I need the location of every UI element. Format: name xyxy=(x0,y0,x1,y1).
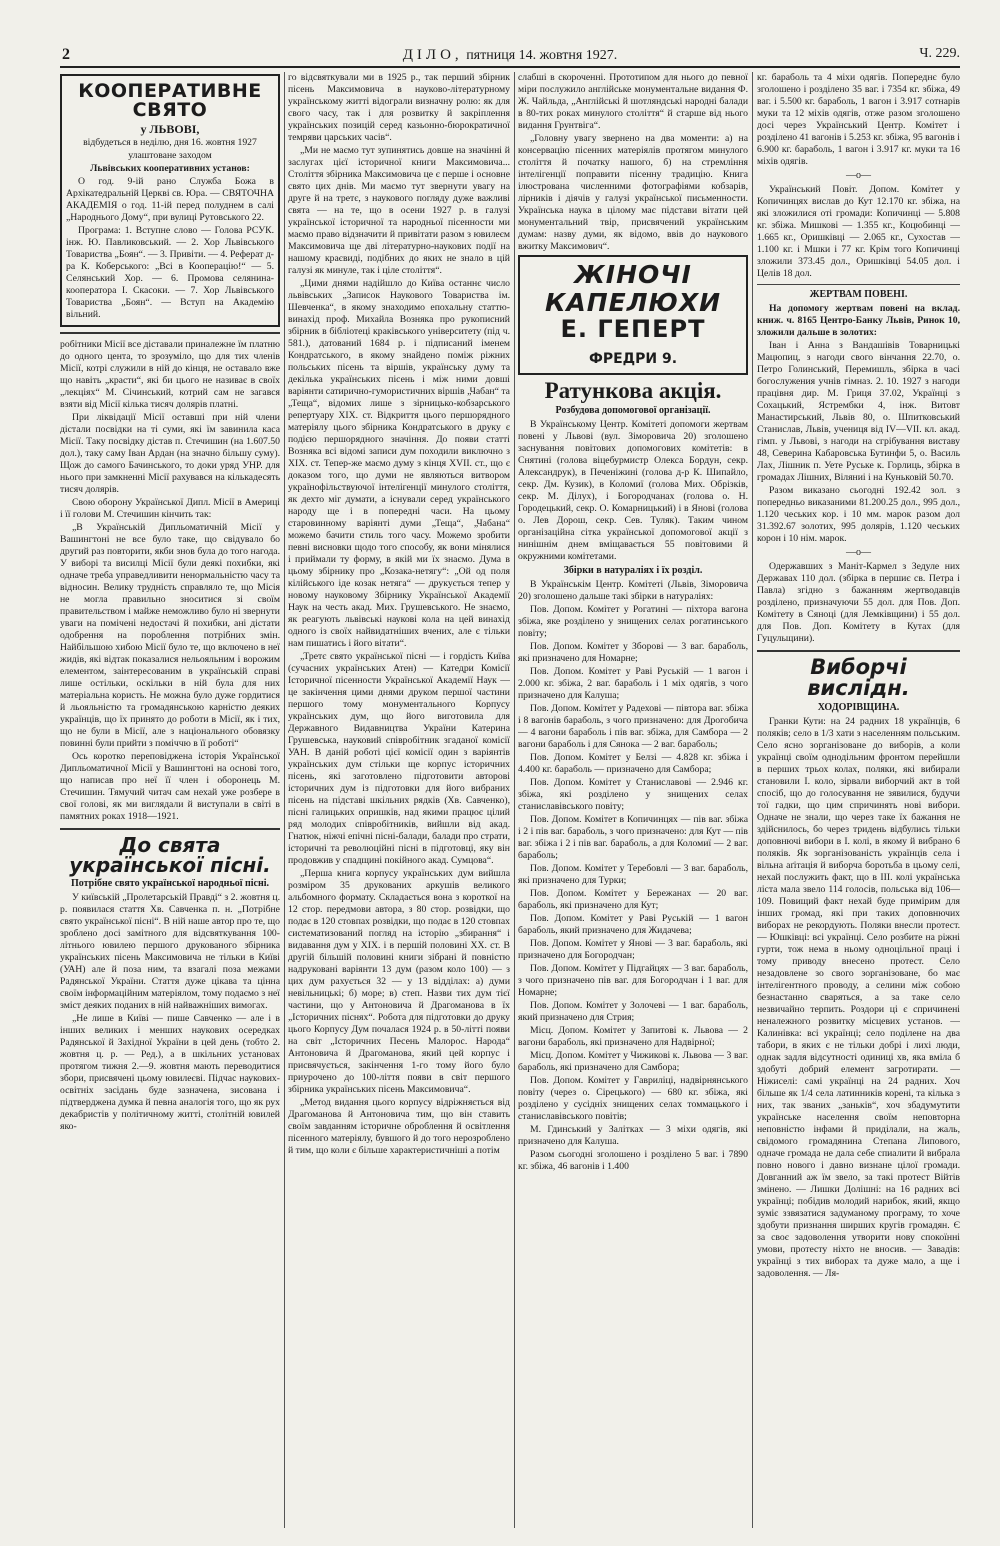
coop-program: Програма: 1. Вступне слово — Голова РСУК. інж. Ю. Павликовський. — 2. Хор Львівського Товариства „Боян“. — 3. Привіти. — 4. Реферат д-ра К. Коберського: „Всі в Кооперацію!“ — 5. Селянський Хор. — 6. Промова селянина-кооператора І. Скасоки. — 7. Хор Львівського Товариства „Боян“. — Вступ на Академію вільний. xyxy=(66,225,274,320)
article-paragraph: „Не лише в Київі — пише Савченко — але і в інших великих і менших наукових осередках Радянської й Західної України в цей день (тобто 2. жовтня ц. р. — Ред.), а в шкільних установах протягом тижня 2.—9. жовтня мають переводитися збори, присвячені цьому ювилеєві. Підчас наукових-освітніх засідань буде зазначена, зисована і підтверджена думка й певна аналогія того, що як рух декабристів у політичному житті, столітній ювилей яко- xyxy=(60,1013,280,1132)
coop-paragraph: О год. 9-ій рано Служба Божа в Архікатедральній Церкві св. Юра. — СВЯТОЧНА АКАДЕМІЯ о год. 11-ій перед полуднем в салі „Народнього Дому“, при вулиці Рутовського 22. xyxy=(66,176,274,223)
article-paragraph: При ліквідації Місії оставші при ній члени дістали посвідки на ті суми, які їм завинила каса Місії. Таку посвідку дістав п. Стечишин (на 1.607.50 дол.), таку саму Іван Ардан (на значно більшу суму). Щож до самого Бачинського, то доки уряд УНР. для нього при замкненні Місії рахувався на кількадесять тисяч долярів. xyxy=(60,412,280,495)
article-paragraph: На допомогу жертвам повені на вклад. книж. ч. 8165 Центро-Банку Львів, Ринок 10, зложили дальше в золотих: xyxy=(757,303,960,338)
hat-ad-name: Е. ГЕПЕРТ xyxy=(560,315,706,343)
divider xyxy=(757,284,960,285)
article-paragraph: В Українськім Центр. Комітеті (Львів, Зіморовича 20) зголошено дальше такі збірки в натураліях: xyxy=(518,578,748,602)
masthead xyxy=(60,42,960,68)
article-paragraph: го відсвяткували ми в 1925 р., так перший збірник пісень Максимовича в науково-літературному українському житті відограли визначну ролю: як для свого часу, так і для розвитку й закріплення українських позицій серед казьонно-бюрократичної темряви царських часів“. xyxy=(288,72,510,143)
song-festival-headline: До свята української пісні. xyxy=(69,833,271,877)
list-item: Пов. Допом. Комітет у Теребовлі — 3 ваг. бараболь, які призначено для Турки; xyxy=(518,862,748,886)
rescue-subheadline: Розбудова допомогової організації. xyxy=(555,404,711,416)
article-paragraph: Український Повіт. Допом. Комітет у Копичинцях вислав до Кут 12.170 кг. збіжа, на які зложилися оті громади: Копичинці — 5.808 кг. збіжа. Мишкові — 1.355 кг., Коцюбинці — 1.665 кг., Оришківці — 2.065 кг., Сухостав — 1.100 кг. і Мшки і 77 кг. Крім того Копичинці зложили 373.45 дол., Оришківці 54.05 дол. і Целів 18 дол. xyxy=(757,184,960,279)
list-item: Пов. Допом. Комітет у Белзі — 4.828 кг. збіжа і 4.400 кг. бараболь — призначено для Самбора; xyxy=(518,751,748,775)
coop-place: у ЛЬВОВІ, xyxy=(140,122,200,136)
list-item: Пов. Допом. Комітет в Копичинцях — пів ваг. збіжа і 2 і пів ваг. бараболь, з чого призначено: для Кут — пів ваг. збіжа і 2 і пів ваг. бараболь, а для Коломиї — 2 ваг. бараболь; xyxy=(518,813,748,861)
divider xyxy=(757,650,960,652)
coop-line-3: Львівських кооперативних установ: xyxy=(90,163,250,174)
section-separator: —о— xyxy=(846,547,871,558)
divider xyxy=(60,828,280,830)
coop-announcement-box xyxy=(60,74,280,327)
donations-subheadline: Збірки в натураліях і їх розділ. xyxy=(563,564,703,576)
article-paragraph: Ось коротко переповіджена історія Української Дипльоматичної Місії у Вашингтоні на основі того, що написав про неї її член і оборонець М. Стечишин. Тямучий читач сам нехай уже розбере в свої голові, як ми виглядали й виступали в світі в памятних роках 1918—1921. xyxy=(60,751,280,822)
list-item: Пов. Допом. Комітет у Раві Руській — 1 вагон і 2.000 кг. збіжа, 2 ваг. бараболь і 1 міх одягів, з чого призначено для Калуша; xyxy=(518,665,748,701)
election-region: ХОДОРІВЩИНА. xyxy=(817,702,900,713)
list-item: Пов. Допом. Комітет у Бережанах — 20 ваг. бараболь, які призначено для Кут; xyxy=(518,887,748,911)
article-paragraph: „Ми не маємо тут зупинятись довше на значінні й заслугах цієї історичної книги Максимовича... Століття збірника Максимовича це є перше і основне свято цих днів. Ми маємо тут звернути увагу на друге й на третє, з наукового погляду дуже важливі свята — на те, що в осени 1927 р. в галузі української історичної та народньої пісенности ми маємо право відзначити й привітати разом з ювилеєм Максимовича ще дві літературно-наукових події на нашому краєвиді, подібних до яких не знало в цій галузі як минуле, так і ціле століття“. xyxy=(288,145,510,276)
article-paragraph: робітники Місії все діставали приналежне їм платню до одного цента, то зрозуміло, що для тих членів Місії, котрі служили в ній до кінця, не оставало вже що навіть „красти“, які би цього не називає в своїх „лекціях“ М. Січинський, котрий сам не загався взяти від Місії кілька тисяч долярів платні. xyxy=(60,339,280,410)
article-paragraph: слабші в скороченні. Прототипом для нього до певної міри послужило англійське монументальне видання Ф. Ж. Чайльда, „Англійські й шотляндські народні балади в 80-тих роках минулого століття“ й старше від нього видання Грунтвіга“. xyxy=(518,72,748,131)
column-1 xyxy=(60,72,280,1528)
masthead-center xyxy=(60,47,960,64)
article-quote: „В Українській Дипльоматичній Місії у Вашингтоні не все було таке, що свідувало бо другий раз повторити, якби знов була до того нагода. У виборі та висилці Місії були деякі похибки, які одначе треба управедливити ненормальністю часу та відносин. Велику трудність справляло те, що Місія не могла правильно зноситися зі своїм правительством і майже неможливо було ні звернути уваги на помічені недостачі й похибки, ані дістати одобрення на пороблення потрібних змін. Найбільшою хибою Місії було те, що включено в неї жидів, які відтак показалися нельояльним і ворожим елементом, заінтересованим в українській справі лише остільки, оскільки в ній була для них матеріальна користь. Не можна було дуже гордитися й льояльністю та громадянською карністю деяких українців, що їх принято до роботи в Місії, як і тих, що не були в Місії, але з національного обовязку повинні були прийти з поміччю в її роботі“ xyxy=(60,522,280,749)
list-item: Пов. Допом. Комітет у Золочеві — 1 ваг. бараболь, який призначено для Стрия; xyxy=(518,999,748,1023)
list-item: Пов. Допом. Комітет у Раві Руській — 1 вагон бараболь, який призначено для Жидачева; xyxy=(518,912,748,936)
hat-ad-title: ЖІНОЧІ КАПЕЛЮХИ xyxy=(544,260,722,317)
list-item: Пов. Допом. Комітет у Зборові — 3 ваг. бараболь, які призначено для Номарне; xyxy=(518,640,748,664)
article-paragraph: „Головну увагу звернено на два моменти: а) на консервацію пісенних матеріялів протягом минулого століття й початку нашого, б) на стремління інтелігенції поправити пісенну традицію. Книга ілюстрована численними фотографіями кобзарів, лірників і діячів у галузі української письменности. Українська наука в цілому має підстави вітати цей монументальний твір, присвячений українським думам: назву думи, як відомо, ввів до наукового вжитку Максимович“. xyxy=(518,133,748,252)
column-divider xyxy=(752,72,753,1528)
list-item: Пов. Допом. Комітет у Янові — 3 ваг. бараболь, які призначено для Богородчан; xyxy=(518,937,748,961)
article-paragraph: Разом виказано сьогодні 192.42 зол. з попередньо виказаними 81.200.25 дол., 995 дол., 1.120 чеських кор. і 10 мм. марок разом дол 31.392.67 золотих, 995 долярів, 1.120 чеських корон і 10 нім. марок. xyxy=(757,485,960,544)
newspaper-title: ДІЛО, xyxy=(402,47,463,63)
list-item: Пов. Допом. Комітет у Гавриліці, надвірнянського повіту (через о. Сірецького) — 680 кг. збіжа, які розділено у сусідніх знищених селах томмацького і станиславівського повітів; xyxy=(518,1074,748,1122)
column-3 xyxy=(518,72,748,1528)
issue-date: пятниця 14. жовтня 1927. xyxy=(466,48,618,63)
article-paragraph: У київській „Пролетарській Правді“ з 2. жовтня ц. р. появилася стаття Хв. Савченка п. н. „Потрібне свято української пісні“. В ній наше автор про те, що зроблено досі замітного для відсвяткування 100-літнього ювилею першого друкованого збірника українських пісень Максимовича не тільки в Київі (УАН) але й поза ним, та взагалі поза межами Радянської України. Стаття дуже цікава та цінна своїм інформаційним матеріялом, тому подаємо з неї зміст деяких поданих в ній найважніших вимогах. xyxy=(60,892,280,1011)
hat-ad-brand xyxy=(522,316,744,369)
column-2 xyxy=(288,72,510,1528)
list-item: Місц. Допом. Комітет у Чижикові к. Львова — 3 ваг. бараболь, які призначено для Самбора; xyxy=(518,1049,748,1073)
rescue-headline: Ратункова акція. xyxy=(544,377,722,403)
article-paragraph: кг. бараболь та 4 міхи одягів. Попереднє було зголошено і розділено 35 ваг. і 7354 кг. збіжа, 49 ваг. і 5.500 кг. бараболь, 1 вагон і 3.917 сотнарів муки та 12 міхів одягів, отже разом зголошено досі через Український Центр. Комітет і розділено 41 вагонів і 5.253 кг. збіжа, 95 вагонів і 6.900 кг. бараболь, 1 вагон і 3.917 кг. муки та 16 міхів одягів. xyxy=(757,72,960,167)
column-4 xyxy=(757,72,960,1528)
list-item: Пов. Допом. Комітет у Рогатині — піхтора вагона збіжа, яке розділено у знищених селах рогатинського повіту; xyxy=(518,603,748,639)
article-paragraph: Свою оборону Української Дипл. Місії в Америці і її голови М. Стечишин кінчить так: xyxy=(60,497,280,520)
list-item: Місц. Допом. Комітет у Запитові к. Львова — 2 вагони бараболь, які призначено для Надвірної; xyxy=(518,1024,748,1048)
list-item: Пов. Допом. Комітет у Станиславові — 2.946 кг. збіжа, які розділено у знищених селах станиславівського повіту; xyxy=(518,776,748,812)
article-paragraph: „Третє свято української пісні — і гордість Київа (сучасних українських Атен) — Катедри Комісії Історичної пісенности Української Академії Наук — це закінчення цими днями друком першої частини першого тому монументального Корпусу українських дум, що його виготовила для Державного Видавництва України Катерина Грушевська, науковий співробітник згаданої комісії УАН. В даній роботі цієї комісії один з варіянтів українських дум стільки ще корпус історичних пісень, які заготовлено підготовити авторові історичних дум із підготовки для його вибраних пісень на підставі шкільних рядків (Хв. Савченко), пісні галицьких опришків, над якими працює цілий ряд молодих співробітників, вийшли від акад. Гнатюк, ніжчі епічні пісні-балади, балади про страти, історичні та революційні пісні в підготовці, яку він продовжив у спадщині покійного акад. Сумцова“. xyxy=(288,651,510,866)
column-divider xyxy=(284,72,285,1528)
column-divider xyxy=(514,72,515,1528)
article-paragraph: „Метод видання цього корпусу відріжняється від Драгоманова й Антоновича тим, що він ставить своїм завданням історичне оброблення й освітлення пісенного матеріялу, бувшого й до того нерозроблено й тим, що коли є більше характеристичніші а потім xyxy=(288,1097,510,1156)
hat-ad-address: ФРЕДРИ 9. xyxy=(588,351,678,368)
list-item: Пов. Допом. Комітет у Радехові — півтора ваг. збіжа і 8 вагонів бараболь, з чого призначено: для Дрогобича — 4 вагони бараболь і пів ваг. збіжа, для Самбора — 2 вагони бараболь і для Сянока — 2 ваг. бараболь; xyxy=(518,702,748,750)
coop-line-1: відбудеться в неділю, дня 16. жовтня 1927 xyxy=(83,137,257,148)
article-paragraph: В Українському Центр. Комітеті допомоги жертвам повені у Львові (вул. Зіморовича 20) зголошено заснування повітових допомогових комітетів: в Снятині (голова віцебурмистр Олекса Бордун, секр. Александрук), в Печеніжині (голова д-р К. Шипайло, секр. Дм. Кузик), в Коломиї (голова Мих. Обрізків, секр. М. Ділух), і Богородчанах (голова о. Н. Городецький, секр. О. Комарницький) і в Янові (голова о. Лев Дорош, секр. Сев. Туляк). Таким чином організаційна сітка української допомогової акції з нинішнім днем вміщавається 55 повітовими й окружними комітетами. xyxy=(518,418,748,562)
article-paragraph: „Перша книга корпусу українських дум вийшла розміром 35 друкованих аркушів великого альбомного формату. Складається вона з короткої на 12 стор. передмови автора, з 80 стор. розвідки, що подає в 120 стовпах розвідки, що подає в 120 стовпах систематизований погляд на історію „збирання“ і видавання дум у XIX. і в першій половині XX. ст. В другій більшій половині книги зібрані й повністю надруковані варіянти 13 дум (разом коло 100) — з цих дум рахується 32 — у 13 відділах: а) думи невільницькі; б) море; в) степ. Назви тих дум тієї частини, що у Антоновича й Драгоманова в їх „Історичних піснях“. Робота для підготовки до друку цього Корпусу Дум почалася 1924 р. в 50-літті появи на світ „Історичних Песень Малорос. Народа“ Антоновича й Драгоманова, який цей корпус і присвячується, закінчення 1-го тому його було приурочено до 100-ліття появи в світ першого збірника українських пісень Максимовича“. xyxy=(288,868,510,1095)
section-separator: —о— xyxy=(846,170,871,181)
election-results-headline: Виборчі вислідн. xyxy=(807,655,910,700)
hat-advertisement xyxy=(518,255,748,375)
list-item: Пов. Допом. Комітет у Підгайцях — 3 ваг. бараболь, з чого призначено пів ваг. для Богородчан і 1 ваг. для Номарне; xyxy=(518,962,748,998)
song-festival-subheadline: Потрібне свято української народньої пісні. xyxy=(70,878,270,889)
issue-number: Ч. 229. xyxy=(919,46,960,61)
list-item: М. Гдинський у Залітках — 3 міхи одягів, які призначено для Калуша. xyxy=(518,1123,748,1147)
article-paragraph: Одержавших з Маніт-Кармел з Зедуле них Державах 110 дол. (збірка в першиє св. Петра і Павла) згідно з бажанням жертводавців розділено, призначуючи 55 дол. для Пов. Доп. Комітету в Сяноці (для Лемківщини) і 55 дол. для Пов. Доп. Комітету в Кутах (для Гуцульщини). xyxy=(757,561,960,644)
article-paragraph: Разом сьогодні зголошено і розділено 5 ваг. і 7890 кг. збіжа, 46 вагонів і 1.400 xyxy=(518,1148,748,1172)
article-paragraph: Іван і Анна з Вандашівів Товарницькі Мацюпиц, з нагоди свого вінчання 22.70, о. Петро Голинський, Перемишль, збірка в часі богослужения учнів гімназ. 2. 10. 1927 з нагоди працівня дир. М. Гриця 37.02, Українці з Сохацький, Ястрембки 4, інж. Витовт Манастирський, Львів 80, о. Шпитковський Станислав, Львів, учениця від IV—VII. кл. акад. гімп. у Львові, з нагоди на сгрібування виставу 48, Северина Кабаровська Бутинфи 5, о. Василь Лах, Лішник п. Уете Руське к. Горлиць, збірка в громадах Лішних, Віляниі і на Куньковій 50.70. xyxy=(757,340,960,483)
masthead-rule xyxy=(60,66,960,68)
coop-title: КООПЕРАТИВНЕ СВЯТО xyxy=(78,80,262,121)
flood-victims-heading: ЖЕРТВАМ ПОВЕНІ. xyxy=(809,289,908,300)
page-number: 2 xyxy=(62,46,70,63)
divider xyxy=(60,332,280,334)
article-paragraph: „Цими днями надійшло до Київа останнє число львівських „Записок Наукового Товариства ім. Шевченка“, в якому знаходимо епохальну статтю-винахід проф. Михайла Возняка про рукописний збірник в бібліотеці краківського університету (під ч. 581.), датований 1684 р. і підписаний іменем Кондратського, в якому знайдено поміж ріжних польських пісень та віршів, українську думу та декілька українських пісень і між ними довші варіянти сатирично-гумористичних віршів „Чабан“ та „Теща“, відомих лише з зірницько-кобзарського репертуару XIX. ст. Відкриття цього першорядного матеріялу цього збірника Кондратського в друку є подією першорядного значіння. До появи статті Возняка всі відомі записи дум походили виключно з XIX. ст. Тепер-же маємо думу з кінця XVII. ст., що є доказом того, що думи не являються витвором українофільствуючої інтелігенції минулого століття, як дехто міг думати, а існували серед українського народу ще і в попередні часи. На цьому старовинному варіянті думи „Теща“, „Чабана“ можемо бачити стиль того часу. Можемо зробити певні висновки щодо того способу, як вони мінялися і приймали ту форму, в якій ми їх знаємо. Дума в цьому збірнику про „Козака-нетягу“: „Ой од поля кілійського іде козак нетяга“ — друкується тепер у новому науковому Збірнику Української Академії Наук на честь акад. Мих. Грушевського. Не знаємо, як реагують львівські наукові кола на цей винахід одного із своїх найвидатніших вчених, але є тільки нам пишатись і його вітати“. xyxy=(288,278,510,649)
article-paragraph: Гранки Кути: на 24 радних 18 українців, 6 поляків; село в 1/3 хати з населенням польським. Село ясно зорганізоване до виборів, а коли українці своїм однодільним фронтом перейшли в першиx трьох колах, поляки, які вибирали становили I. коло, зірвали виборчий акт в той спосіб, що до голосування не зявилися, будучи тої гадки, що цим спричинять нові вибори. Одначе не знали, що через таке їх бажання не здійснилось, бо через тридень відбулись тільки доповнючі вибори в I. колі, в якому й вибрано 6 поляків. Як зорганізованість українців села і вільна аґітація й виборча боротьба в цьому селі, нехай послужить факт, що в III. колі українська ліста мала звело 114 голосів, польська від 106—109. Повищий факт нехай буде примірим для інших громад, які при таких доповнючих виборах не рекордують. Поляки внесли протест. — Юшківці: всі українці. Село розбите на ріжні гурти, тож нема в ньому одноцільної праці і тому приводу внесено протест. Село незадовлене зо свого зорганізоване, бо має інтелігентного проводу, а селини між собою безнастанно сваряться, а за таке село незвичайно терпить. Роздори ці є спричинені неналежного розвитку місцевих установ. — Калинівка: всі українці; село поділене на два табори, в яких є не тільки добрі і лихі люди, однак задля відсутності одиниці хв, яка вміла б здобуті добрий елемент загротирати. — Ніжиселі: самі українці на 24 радних. Хоч більше як 1/4 села латинників корені, та кілька з них, так званих „заньків“, хоч збадумутити українське населення своїм неповторна неповністю інфами й приділали, на жаль, свідомого громадянина Степана Липового, одначе громада не дала себе спиалити й вибрала повно нового і давно визнане цілої громади. Довганний аж їм звело, за такі протест Війтів змінено. — Лишки Долішні: на 16 радних всі українці; побідив молодий нарибок, який, якщо зуміє ззвязатися задуманому програму, то хоче здобути признання ширших кругів громадян. Є за своє задоволення утворити нову спокоїнні умови, протесту ніхто не вносив. — Завадів: українці з тих виборах та дуже мало, а ще і задоволення. — Ля- xyxy=(757,716,960,1279)
coop-line-2: улаштоване заходом xyxy=(128,150,212,161)
